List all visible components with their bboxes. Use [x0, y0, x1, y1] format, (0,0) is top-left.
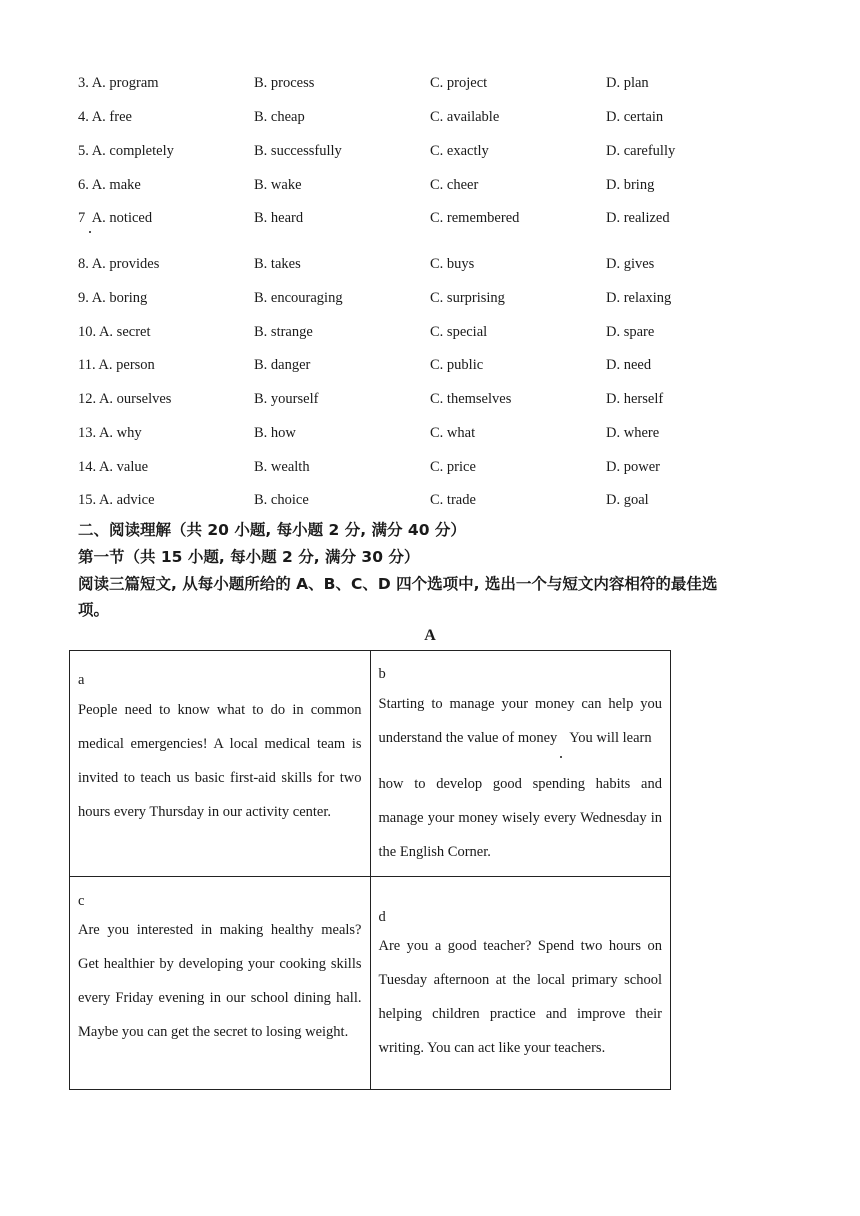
ad-cell-d — [370, 877, 671, 1090]
question-row-6 — [78, 175, 798, 195]
option-d: D. goal — [606, 492, 649, 508]
ad-cell-a — [70, 651, 371, 877]
ad-label-b: b — [378, 666, 386, 682]
part-heading: 第一节（共 15 小题, 每小题 2 分, 满分 30 分） — [78, 548, 420, 566]
question-row-9 — [78, 288, 798, 308]
question-row-7 — [78, 208, 798, 228]
option-b: B. danger — [254, 357, 311, 373]
option-d: D. bring — [606, 177, 655, 193]
option-a: 4. A. free — [78, 109, 132, 125]
section-heading: 二、阅读理解（共 20 小题, 每小题 2 分, 满分 40 分） — [78, 521, 466, 539]
ad-label-d: d — [378, 909, 386, 925]
option-a: 5. A. completely — [78, 143, 174, 159]
option-c: C. trade — [430, 492, 476, 508]
option-d: D. power — [606, 459, 660, 475]
ad-text-c: Are you interested in making healthy meals? Get healthier by developing your cooking skills every Friday evening in our school dining hall. Maybe you can get the secret to losing weight. — [78, 922, 362, 1040]
option-d: D. certain — [606, 109, 664, 125]
option-b: B. wake — [254, 177, 302, 193]
option-c: C. special — [430, 324, 488, 340]
option-a: 14. A. value — [78, 459, 149, 475]
ad-text-b: Starting to manage your money can help you understand the value of money You will learn — [379, 687, 663, 755]
question-row-12 — [78, 389, 798, 409]
instruction-line-2: 项。 — [78, 601, 110, 619]
question-row-13 — [78, 423, 798, 443]
ad-cell-c — [70, 877, 371, 1090]
option-c: C. surprising — [430, 290, 505, 306]
option-d: D. gives — [606, 256, 655, 272]
option-a: 3. A. program — [78, 75, 159, 91]
option-c: C. available — [430, 109, 500, 125]
option-b: B. heard — [254, 210, 304, 226]
option-c: C. public — [430, 357, 484, 373]
period-mark — [560, 756, 562, 758]
option-b: B. how — [254, 425, 296, 441]
option-a: 13. A. why — [78, 425, 142, 441]
option-b: B. strange — [254, 324, 313, 340]
option-a: 12. A. ourselves — [78, 391, 172, 407]
option-b: B. wealth — [254, 459, 310, 475]
option-a: 9. A. boring — [78, 290, 148, 306]
option-a: 15. A. advice — [78, 492, 155, 508]
question-row-10 — [78, 322, 798, 342]
option-d: D. need — [606, 357, 652, 373]
option-d: D. realized — [606, 210, 670, 226]
question-row-14 — [78, 457, 798, 477]
ad-text-a: People need to know what to do in common medical emergencies! A local medical team is invited to teach us basic first-aid skills for two hours every Thursday in our activity center. — [78, 702, 362, 820]
option-a: 10. A. secret — [78, 324, 151, 340]
question-row-5 — [78, 141, 798, 161]
option-a: 11. A. person — [78, 357, 155, 373]
option-c: C. themselves — [430, 391, 512, 407]
option-c: C. what — [430, 425, 476, 441]
option-c: C. remembered — [430, 210, 520, 226]
option-d: D. spare — [606, 324, 655, 340]
option-d: D. relaxing — [606, 290, 672, 306]
question-row-4 — [78, 107, 798, 127]
ad-text-d: Are you a good teacher? Spend two hours on Tuesday afternoon at the local primary school helping children practice and improve their writing. You can act like your teachers. — [378, 938, 662, 1056]
question-row-8 — [78, 254, 798, 274]
option-d: D. where — [606, 425, 660, 441]
period-mark — [89, 231, 91, 233]
ad-text-b-cont: how to develop good spending habits and manage your money wisely every Wednesday in the English Corner. — [378, 776, 662, 860]
option-a: 6. A. make — [78, 177, 141, 193]
option-d: D. plan — [606, 75, 649, 91]
option-d: D. herself — [606, 391, 664, 407]
option-a: 8. A. provides — [78, 256, 160, 272]
option-c: C. exactly — [430, 143, 489, 159]
passage-title: A — [424, 627, 436, 644]
option-b: B. takes — [254, 256, 301, 272]
option-b: B. cheap — [254, 109, 305, 125]
instruction-line-1: 阅读三篇短文, 从每小题所给的 A、B、C、D 四个选项中, 选出一个与短文内容相符的最佳选 — [78, 575, 718, 593]
ad-label-a: a — [78, 672, 85, 688]
option-b: B. successfully — [254, 143, 342, 159]
option-c: C. cheer — [430, 177, 479, 193]
question-row-15 — [78, 490, 798, 510]
option-d: D. carefully — [606, 143, 676, 159]
option-c: C. buys — [430, 256, 475, 272]
option-a: 7 A. noticed — [78, 210, 153, 226]
option-b: B. encouraging — [254, 290, 343, 306]
option-c: C. project — [430, 75, 488, 91]
option-b: B. choice — [254, 492, 309, 508]
question-row-11 — [78, 355, 798, 375]
question-row-3 — [78, 73, 798, 93]
ad-label-c: c — [78, 893, 85, 909]
passage-table — [69, 650, 671, 1090]
option-b: B. process — [254, 75, 315, 91]
ad-cell-b — [370, 651, 671, 877]
option-b: B. yourself — [254, 391, 319, 407]
option-c: C. price — [430, 459, 476, 475]
